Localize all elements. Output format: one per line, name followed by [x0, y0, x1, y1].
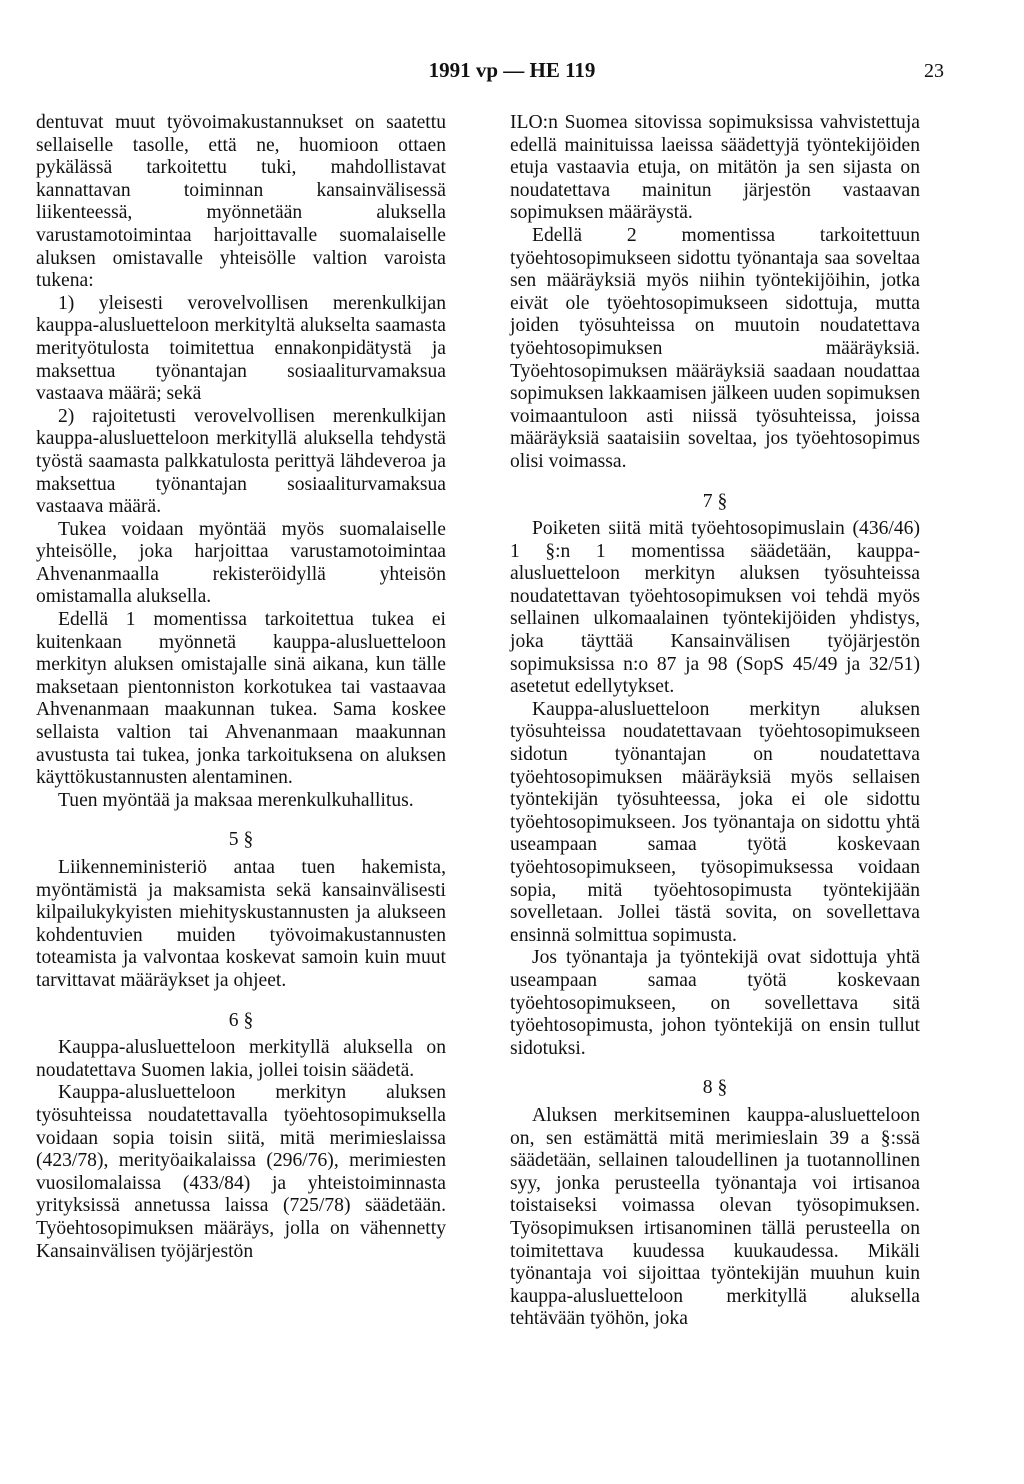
paragraph: Liikenneministeriö antaa tuen hakemista, myöntämistä ja maksamista sekä kansainvälisesti kilpailukykyisten miehityskustannusten ja alukseen kohdentuvien muiden työvoimakustannusten toteamista ja valvontaa koskevat samoin kuin muut tarvittavat määräykset ja ohjeet.: [36, 857, 446, 991]
paragraph: dentuvat muut työvoimakustannukset on saatettu sellaiselle tasolle, että ne, huomioon ottaen pykälässä tarkoitettu tuki, mahdollistavat kannattavan toiminnan kansainvälisessä liikenteessä, myönnetään aluksella varustamotoimintaa harjoittavalle suomalaiselle aluksen omistavalle yhteisölle valtion varoista tukena:: [36, 112, 446, 292]
paragraph: Edellä 1 momentissa tarkoitettua tukea ei kuitenkaan myönnetä kauppa-alusluetteloon merkityn aluksen omistajalle sinä aikana, kun tälle maksetaan pientonniston korkotukea tai vastaavaa Ahvenanmaan maakunnan tukea. Sama koskee sellaista valtion tai Ahvenanmaan maakunnan avustusta tai tukea, jonka tarkoituksena on aluksen käyttökustannusten alentaminen.: [36, 609, 446, 789]
list-item: 2) rajoitetusti verovelvollisen merenkulkijan kauppa-alusluetteloon merkityllä aluksella tehdystä työstä saamasta palkkatulosta perittyä lähdeveroa ja maksettua työnantajan sosiaaliturvamaksua vastaava määrä.: [36, 405, 446, 518]
paragraph: Poiketen siitä mitä työehtosopimuslain (436/46) 1 §:n 1 momentissa säädetään, kauppa-alusluetteloon merkityn aluksen työsuhteissa noudatettavan työehtosopimuksen voi tehdä myös sellainen ulkomaalainen työntekijöiden yhdistys, joka täyttää Kansainvälisen työjärjestön sopimuksissa n:o 87 ja 98 (SopS 45/49 ja 32/51) asetetut edellytykset.: [510, 518, 920, 698]
right-column: [510, 112, 920, 1331]
paragraph: Aluksen merkitseminen kauppa-alusluetteloon on, sen estämättä mitä merimieslain 39 a §:ssä säädetään, sellainen taloudellinen ja tuotannollinen syy, jonka perusteella työnantaja voi irtisanoa toistaiseksi voimassa olevan työsopimuksen. Työsopimuksen irtisanominen tällä perusteella on toimitettava kuudessa kuukaudessa. Mikäli työnantaja voi sijoittaa työntekijän muuhun kuin kauppa-alusluetteloon merkityllä aluksella tehtävään työhön, joka: [510, 1104, 920, 1330]
section-heading-7: 7 §: [702, 490, 728, 512]
list-item: 1) yleisesti verovelvollisen merenkulkijan kauppa-alusluetteloon merkityltä alukselta saamasta merityötulosta toimitettua ennakonpidätystä ja maksettua työnantajan sosiaaliturvamaksua vastaava määrä; sekä: [36, 292, 446, 405]
paragraph: ILO:n Suomea sitovissa sopimuksissa vahvistettuja edellä mainituissa laeissa säädettyjä työntekijöiden etuja vastaavia etuja, on mitätön ja sen sijasta on noudatettava mainitun järjestön vastaavan sopimuksen määräystä.: [510, 112, 920, 224]
page-number: 23: [924, 60, 944, 82]
section-heading-5: 5 §: [228, 829, 254, 851]
section-heading-8: 8 §: [702, 1077, 728, 1099]
paragraph: Kauppa-alusluetteloon merkityllä aluksella on noudatettava Suomen lakia, jollei toisin säädetä.: [36, 1037, 446, 1081]
paragraph: Kauppa-alusluetteloon merkityn aluksen työsuhteissa noudatettavalla työehtosopimuksella voidaan sopia toisin siitä, mitä merimieslaissa (423/78), merityöaikalaissa (296/76), merimiesten vuosilomalaissa (433/84) ja yhteistoiminnasta yrityksissä annetussa laissa (725/78) säädetään. Työehtosopimuksen määräys, jolla on vähennetty Kansainvälisen työjärjestön: [36, 1082, 446, 1262]
paragraph: Kauppa-alusluetteloon merkityn aluksen työsuhteissa noudatettavaan työehtosopimukseen sidotun työnantajan on noudatettava työehtosopimuksen määräyksiä myös sellaisen työntekijän työsuhteessa, joka ei ole sidottu työehtosopimukseen. Jos työnantaja on sidottu yhtä useampaan samaa työtä koskevaan työehtosopimukseen, työsopimuksessa voidaan sopia, mitä työehtosopimusta työntekijään sovelletaan. Jollei tästä sovita, on sovellettava ensinnä solmittua sopimusta.: [510, 698, 920, 946]
paragraph: Tuen myöntää ja maksaa merenkulkuhallitus.: [58, 789, 414, 811]
paragraph: Jos työnantaja ja työntekijä ovat sidottuja yhtä useampaan samaa työtä koskevaan työehtosopimukseen, on sovellettava sitä työehtosopimusta, johon työntekijä on ensin tullut sidotuksi.: [510, 947, 920, 1059]
paragraph: Edellä 2 momentissa tarkoitettuun työehtosopimukseen sidottu työnantaja saa soveltaa sen määräyksiä myös niihin työntekijöihin, jotka eivät ole työehtosopimukseen sidottuja, mutta joiden työsuhteissa on muutoin noudatettava työehtosopimuksen määräyksiä. Työehtosopimuksen määräyksiä saadaan noudattaa sopimuksen lakkaamisen jälkeen uuden sopimuksen voimaantuloon asti niissä työsuhteissa, joissa määräyksiä saataisiin soveltaa, jos työehtosopimus olisi voimassa.: [510, 224, 920, 472]
left-column: [36, 112, 446, 1263]
running-header: 1991 vp — HE 119: [428, 58, 596, 82]
paragraph: Tukea voidaan myöntää myös suomalaiselle yhteisölle, joka harjoittaa varustamotoimintaa Ahvenanmaalla rekisteröidyllä yhteisön omistamalla aluksella.: [36, 518, 446, 608]
section-heading-6: 6 §: [228, 1009, 254, 1031]
